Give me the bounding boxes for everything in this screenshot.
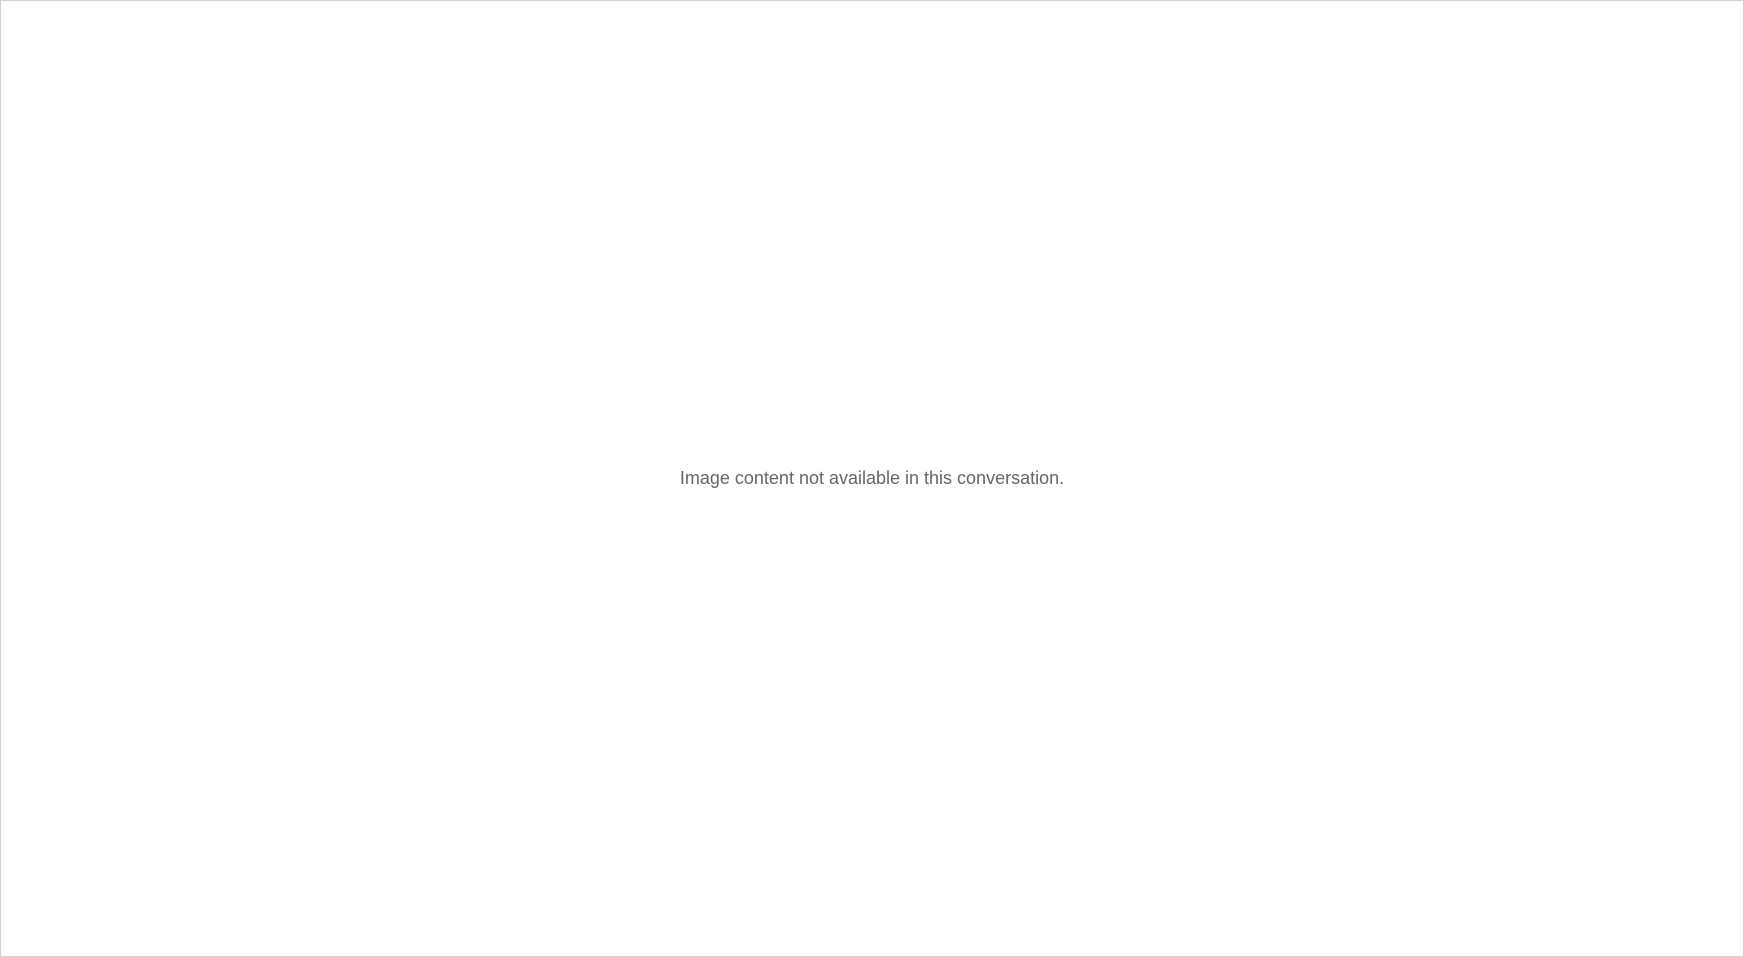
image-unavailable-notice: Image content not available in this conversation.: [679, 468, 1065, 488]
